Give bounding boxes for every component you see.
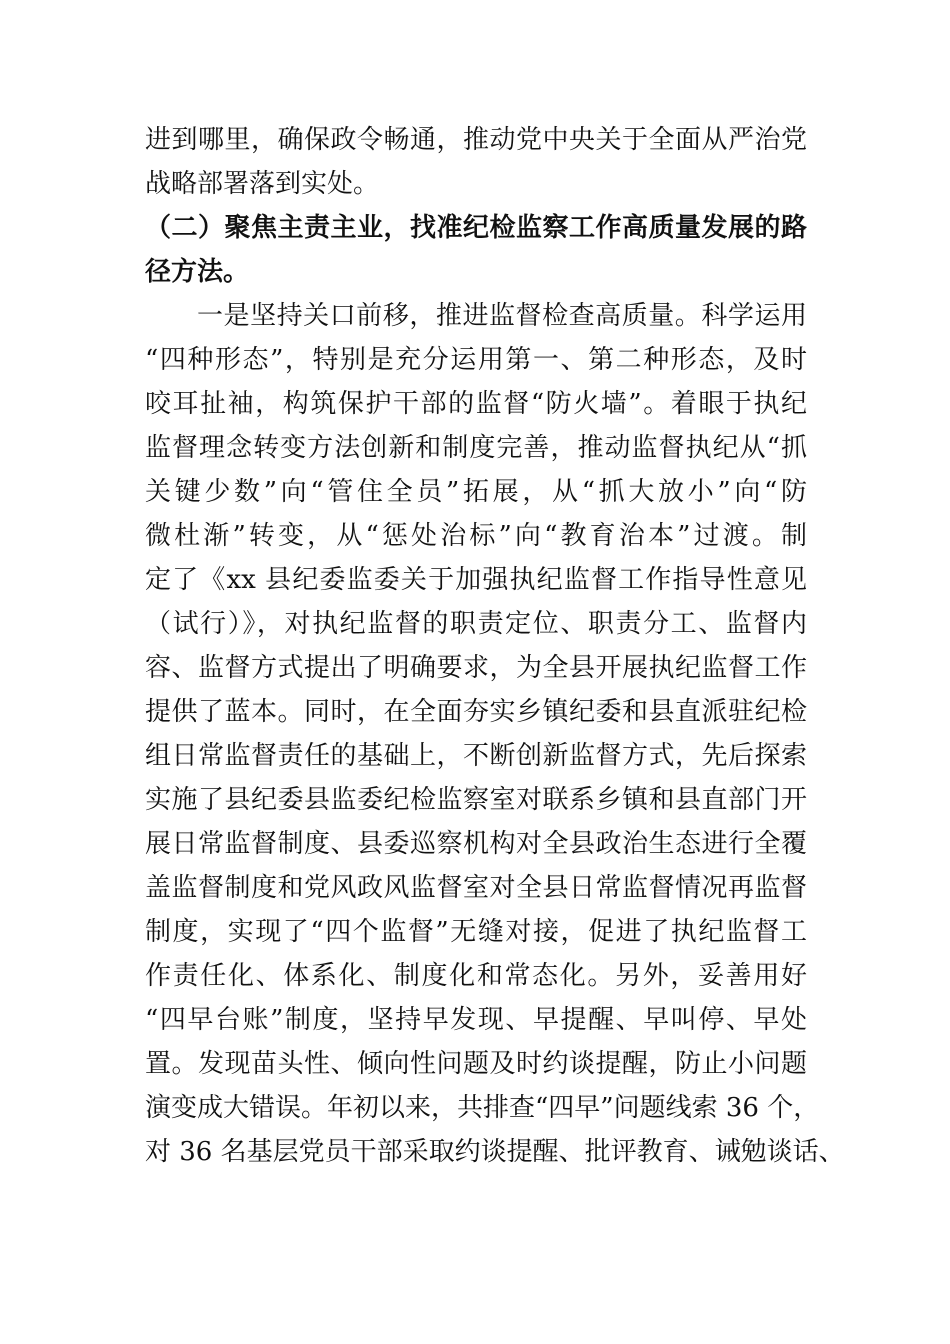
paragraph-line: 对 36 名基层党员干部采取约谈提醒、批评教育、诫勉谈话、 bbox=[145, 1137, 845, 1167]
paragraph-line: 制度，实现了“四个监督”无缝对接，促进了执纪监督工 bbox=[145, 917, 807, 947]
paragraph-line: 实施了县纪委县监委纪检监察室对联系乡镇和县直部门开 bbox=[145, 785, 807, 815]
paragraph-line: （试行）》，对执纪监督的职责定位、职责分工、监督内 bbox=[145, 609, 807, 639]
paragraph-line: “四早台账”制度，坚持早发现、早提醒、早叫停、早处 bbox=[145, 1005, 807, 1035]
paragraph-line: 战略部署落到实处。 bbox=[145, 169, 380, 199]
paragraph-line: 作责任化、体系化、制度化和常态化。另外，妥善用好 bbox=[145, 961, 807, 991]
paragraph-line: 置。发现苗头性、倾向性问题及时约谈提醒，防止小问题 bbox=[145, 1049, 807, 1079]
paragraph-line: 咬耳扯袖，构筑保护干部的监督“防火墙”。着眼于执纪 bbox=[145, 389, 807, 419]
paragraph-line: 微杜渐”转变，从“惩处治标”向“教育治本”过渡。制 bbox=[145, 521, 807, 551]
paragraph-line: 容、监督方式提出了明确要求，为全县开展执纪监督工作 bbox=[145, 653, 807, 683]
section-heading-line: 径方法。 bbox=[145, 257, 250, 287]
paragraph-line: 监督理念转变方法创新和制度完善，推动监督执纪从“抓 bbox=[145, 433, 807, 463]
document-page bbox=[145, 118, 845, 1174]
paragraph-line: 组日常监督责任的基础上，不断创新监督方式，先后探索 bbox=[145, 741, 807, 771]
paragraph-line: 进到哪里，确保政令畅通，推动党中央关于全面从严治党 bbox=[145, 125, 807, 155]
paragraph-line: 提供了蓝本。同时，在全面夯实乡镇纪委和县直派驻纪检 bbox=[145, 697, 807, 727]
paragraph-line: 展日常监督制度、县委巡察机构对全县政治生态进行全覆 bbox=[145, 829, 807, 859]
paragraph-line: “四种形态”，特别是充分运用第一、第二种形态，及时 bbox=[145, 345, 807, 375]
paragraph-line: 盖监督制度和党风政风监督室对全县日常监督情况再监督 bbox=[145, 873, 807, 903]
paragraph-line: 一是坚持关口前移，推进监督检查高质量。科学运用 bbox=[197, 301, 807, 331]
paragraph-line: 关键少数”向“管住全员”拓展，从“抓大放小”向“防 bbox=[145, 477, 807, 507]
section-heading-line: （二）聚焦主责主业，找准纪检监察工作高质量发展的路 bbox=[145, 213, 807, 243]
paragraph-line: 定了《xx 县纪委监委关于加强执纪监督工作指导性意见 bbox=[145, 565, 807, 595]
paragraph-line: 演变成大错误。年初以来，共排查“四早”问题线索 36 个， bbox=[145, 1093, 820, 1123]
